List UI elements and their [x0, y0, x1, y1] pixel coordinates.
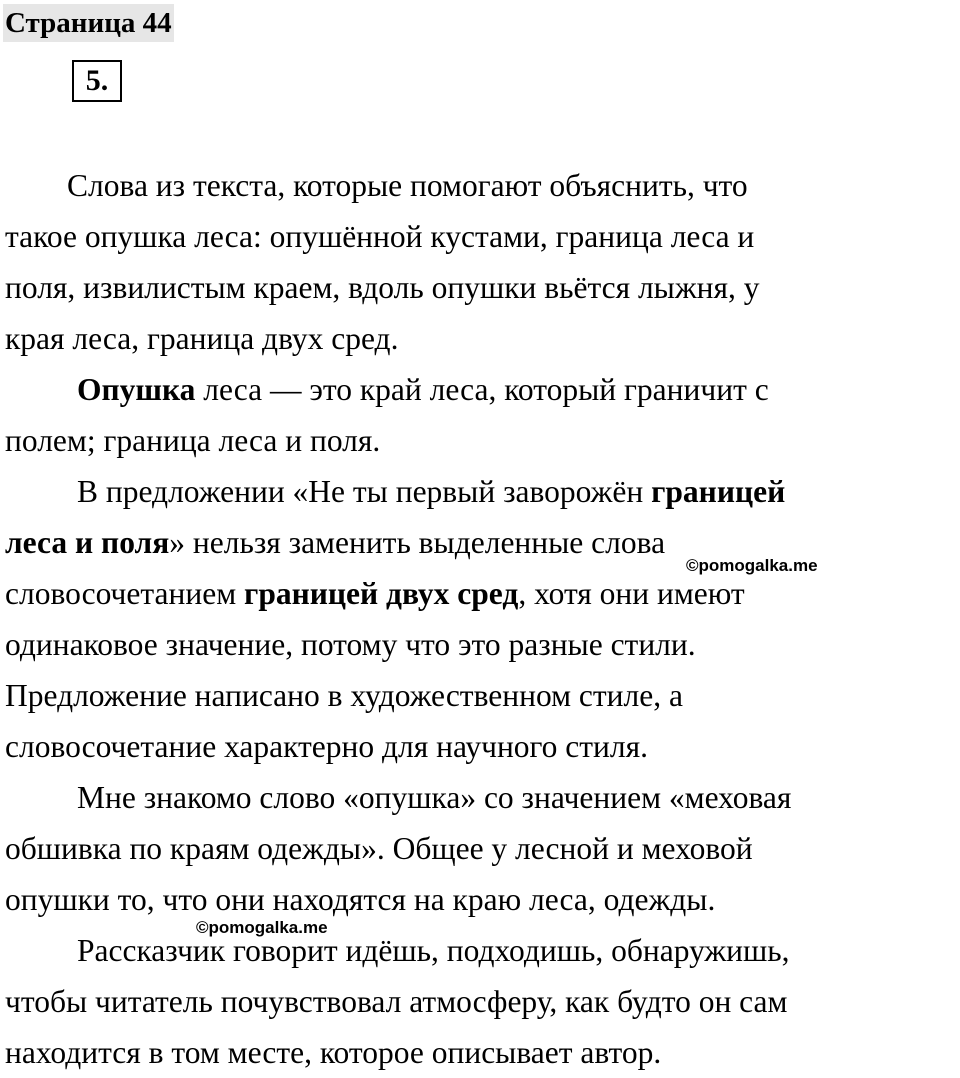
text-line	[5, 466, 955, 517]
paragraph-5	[5, 925, 955, 1078]
paragraph-2	[5, 364, 955, 466]
paragraph-4	[5, 772, 955, 925]
text-line: края леса, граница двух сред.	[5, 321, 399, 356]
text-fragment: » нельзя заменить выделенные слова	[169, 525, 666, 560]
text-line: полем; граница леса и поля.	[5, 423, 381, 458]
text-line: словосочетание характерно для научного стиля.	[5, 729, 648, 764]
text-line: одинаковое значение, потому что это разные стили.	[5, 627, 696, 662]
bold-term: границей	[651, 474, 786, 509]
answer-text	[5, 160, 955, 1078]
text-fragment: словосочетанием	[5, 576, 245, 611]
text-line: чтобы читатель почувствовал атмосферу, как будто он сам	[5, 984, 788, 1019]
watermark: ©pomogalka.me	[686, 556, 818, 575]
text-line: такое опушка леса: опушённой кустами, граница леса и	[5, 219, 755, 254]
text-line: Мне знакомо слово «опушка» со значением «меховая	[77, 780, 792, 815]
bold-term: Опушка	[77, 372, 196, 407]
paragraph-3	[5, 466, 955, 772]
bold-term: границей двух сред	[244, 576, 519, 611]
watermark: ©pomogalka.me	[196, 918, 328, 937]
text-line: обшивка по краям одежды». Общее у лесной и меховой	[5, 831, 753, 866]
task-number-box: 5.	[72, 60, 122, 102]
bold-term: леса и поля	[5, 525, 170, 560]
text-fragment: В предложении «Не ты первый заворожён	[77, 474, 652, 509]
paragraph-1	[5, 160, 955, 364]
text-fragment: леса — это край леса, который граничит с	[195, 372, 769, 407]
text-line: опушки то, что они находятся на краю леса, одежды.	[5, 882, 716, 917]
text-line: находится в том месте, которое описывает автор.	[5, 1035, 662, 1070]
text-line	[5, 364, 955, 415]
text-line: Слова из текста, которые помогают объяснить, что	[67, 168, 748, 203]
page-title: Страница 44	[3, 4, 174, 42]
text-line: Рассказчик говорит идёшь, подходишь, обнаружишь,	[77, 933, 790, 968]
text-fragment: , хотя они имеют	[518, 576, 745, 611]
text-line: поля, извилистым краем, вдоль опушки вьётся лыжня, у	[5, 270, 760, 305]
text-line: Предложение написано в художественном стиле, а	[5, 678, 683, 713]
